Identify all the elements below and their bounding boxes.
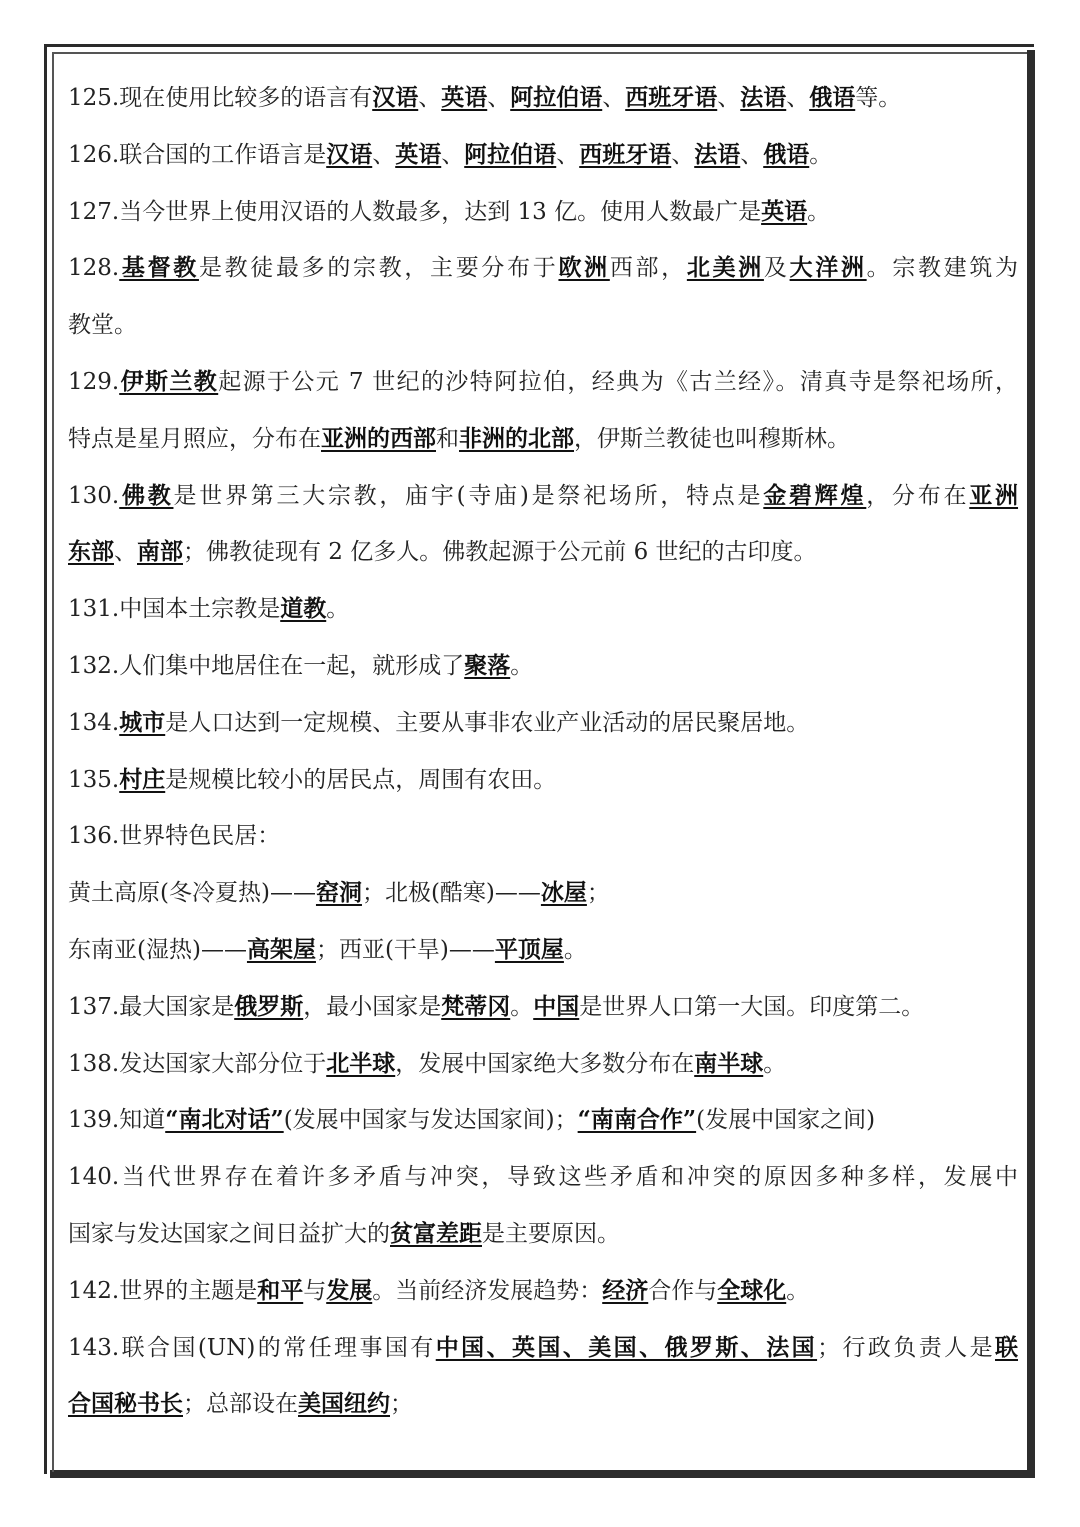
key-term: 伊斯兰教 [119,367,219,395]
text-segment: 140.当代世界存在着许多矛盾与冲突，导致这些矛盾和冲突的原因多种多样，发展中 [68,1164,1018,1191]
text-segment: 142.世界的主题是 [68,1277,258,1304]
text-segment: 等。 [855,85,902,111]
text-segment: 127.当今世界上使用汉语的人数最多，达到 13 亿。使用人数最广是 [68,198,762,225]
key-term: 英语 [395,140,442,168]
text-segment: 129. [68,368,120,395]
key-term: 非洲的北部 [459,424,574,452]
text-segment: 135. [68,766,120,793]
text-segment: 、 [556,141,580,168]
text-line [68,1263,1018,1320]
frame-shadow-right [1027,50,1035,1478]
key-term: 俄语 [763,140,810,168]
key-term: 英语 [761,197,808,225]
key-term: 亚洲 [969,481,1019,509]
key-term: 村庄 [119,765,166,793]
text-segment: ； [390,1391,413,1418]
text-segment: 教堂。 [68,312,137,339]
text-segment: 国家与发达国家之间日益扩大的 [68,1220,390,1247]
key-term: 窑洞 [315,879,362,907]
key-term: 大洋洲 [789,254,867,282]
text-segment: ，最小国家是 [303,993,442,1020]
text-line [68,1376,1018,1433]
text-line [68,1036,1018,1093]
key-term: 和平 [257,1276,304,1304]
text-line [68,922,1018,979]
frame-inner-left-line [52,52,54,1472]
key-term: 北美洲 [686,254,764,282]
text-segment: 是教徒最多的宗教，主要分布于 [198,255,559,282]
key-term: 东部 [68,538,114,566]
key-term: 阿拉伯语 [464,140,557,168]
key-term: 基督教 [119,254,199,282]
text-segment: 125.现在使用比较多的语言有 [68,85,373,111]
text-segment: 。 [763,1050,787,1077]
text-line [68,240,1018,297]
text-line [68,524,1018,581]
text-segment: ；西亚(干旱)—— [315,936,495,963]
key-term: 西班牙语 [579,140,672,168]
key-term: 汉语 [372,84,419,111]
text-segment: 128. [68,255,120,282]
key-term: 亚洲的西部 [321,424,436,452]
key-term: 法语 [740,84,787,111]
key-term: 经济 [602,1276,649,1304]
text-segment: 、 [372,141,396,168]
text-segment: 黄土高原(冬冷夏热)—— [68,880,316,907]
text-segment: 是人口达到一定规模、主要从事非农业产业活动的居民聚居地。 [165,709,810,736]
text-segment: 起源于公元 7 世纪的沙特阿拉伯，经典为《古兰经》。清真寺是祭祀场所， [218,368,1018,395]
key-term: 汉语 [326,140,373,168]
text-line [68,865,1018,922]
text-line [68,354,1018,411]
text-segment: ，伊斯兰教徒也叫穆斯林。 [574,425,850,452]
notes-content [68,70,1018,1433]
text-segment: 及 [763,255,790,282]
text-line [68,184,1018,241]
key-term: 欧洲 [558,254,610,282]
key-term: 英语 [441,84,488,111]
key-term: 高架屋 [246,935,316,963]
text-segment: 东南亚(湿热)—— [68,936,247,963]
text-segment: 、 [740,141,764,168]
frame-inner-top-line [52,52,1027,54]
key-term: 俄罗斯 [234,992,304,1020]
text-segment: ；总部设在 [183,1391,298,1418]
text-segment: 。 [326,596,350,623]
key-term: 道教 [280,595,327,623]
text-segment: 、 [602,85,626,111]
text-segment: 130. [68,482,120,509]
text-segment: 。 [510,993,534,1020]
text-segment: ；佛教徒现有 2 亿多人。佛教起源于公元前 6 世纪的古印度。 [183,539,817,566]
key-term: 中国 [533,992,580,1020]
key-term: 法语 [694,140,741,168]
key-term: 佛教 [119,481,174,509]
text-line [68,297,1018,354]
text-segment: 137.最大国家是 [68,993,235,1020]
text-segment: 是世界人口第一大国。印度第二。 [579,993,925,1020]
text-segment: ； [586,880,610,907]
key-term: 俄语 [809,84,856,111]
text-segment: 132.人们集中地居住在一起，就形成了 [68,652,465,679]
text-segment: 特点是星月照应，分布在 [68,425,321,452]
text-segment: 。 [809,141,833,168]
text-segment: ；北极(酷寒)—— [361,880,541,907]
key-term: 美国纽约 [298,1390,390,1418]
text-line [68,411,1018,468]
key-term: 中国、英国、美国、俄罗斯、法国 [435,1333,818,1361]
key-term: 平顶屋 [494,935,564,963]
key-term: 金碧辉煌 [763,481,867,509]
text-segment: 136.世界特色民居： [68,823,281,850]
text-line [68,1206,1018,1263]
text-segment: 西部， [609,255,687,282]
key-term: “南北对话” [165,1106,284,1134]
key-term: 梵蒂冈 [441,992,511,1020]
text-segment: 138.发达国家大部分位于 [68,1050,327,1077]
text-segment: 139.知道 [68,1107,166,1134]
key-term: “南南合作” [577,1106,697,1134]
text-line [68,1320,1018,1377]
key-term: 城市 [119,708,166,736]
text-line [68,808,1018,865]
text-segment: 。 [786,1277,810,1304]
key-term: 发展 [326,1276,373,1304]
text-segment: 。当前经济发展趋势： [372,1277,603,1304]
text-line [68,1092,1018,1149]
text-segment: 、 [717,85,741,111]
text-segment: 、 [441,141,465,168]
text-segment: 126.联合国的工作语言是 [68,141,327,168]
text-line [68,468,1018,525]
key-term: 聚落 [464,651,511,679]
text-line [68,70,1018,127]
key-term: 冰屋 [540,879,587,907]
key-term: 西班牙语 [625,84,718,111]
text-segment: ，发展中国家绝大多数分布在 [395,1050,695,1077]
text-line [68,979,1018,1036]
text-segment: 、 [487,85,511,111]
text-segment: 和 [436,425,459,452]
key-term: 北半球 [326,1049,396,1077]
text-segment: 与 [303,1277,327,1304]
key-term: 南部 [137,538,183,566]
text-segment: 。 [563,936,587,963]
text-line [68,638,1018,695]
text-segment: 。宗教建筑为 [866,255,1019,282]
key-term: 阿拉伯语 [510,84,603,111]
text-segment: 、 [418,85,442,111]
text-segment: 、 [671,141,695,168]
text-segment: 是世界第三大宗教，庙宇(寺庙)是祭祀场所，特点是 [173,482,764,509]
text-segment: (发展中国家之间) [696,1107,876,1134]
frame-shadow-bottom [50,1470,1035,1478]
text-segment: (发展中国家与发达国家间)； [283,1107,578,1134]
text-segment: 、 [114,539,137,566]
text-line [68,1149,1018,1206]
text-segment: 是规模比较小的居民点，周围有农田。 [165,766,557,793]
text-segment: ；行政负责人是 [817,1334,996,1361]
text-segment: 合作与 [648,1277,718,1304]
text-line [68,127,1018,184]
text-segment: 。 [807,198,831,225]
text-segment: ，分布在 [866,482,970,509]
text-line [68,581,1018,638]
key-term: 全球化 [717,1276,787,1304]
text-line [68,695,1018,752]
text-segment: 。 [510,652,534,679]
text-segment: 是主要原因。 [482,1220,620,1247]
text-segment: 134. [68,709,120,736]
text-line [68,752,1018,809]
text-segment: 143.联合国(UN)的常任理事国有 [68,1334,436,1361]
key-term: 合国秘书长 [68,1390,183,1418]
text-segment: 、 [786,85,810,111]
key-term: 联 [995,1333,1019,1361]
key-term: 贫富差距 [390,1219,482,1247]
text-segment: 131.中国本土宗教是 [68,596,281,623]
key-term: 南半球 [694,1049,764,1077]
